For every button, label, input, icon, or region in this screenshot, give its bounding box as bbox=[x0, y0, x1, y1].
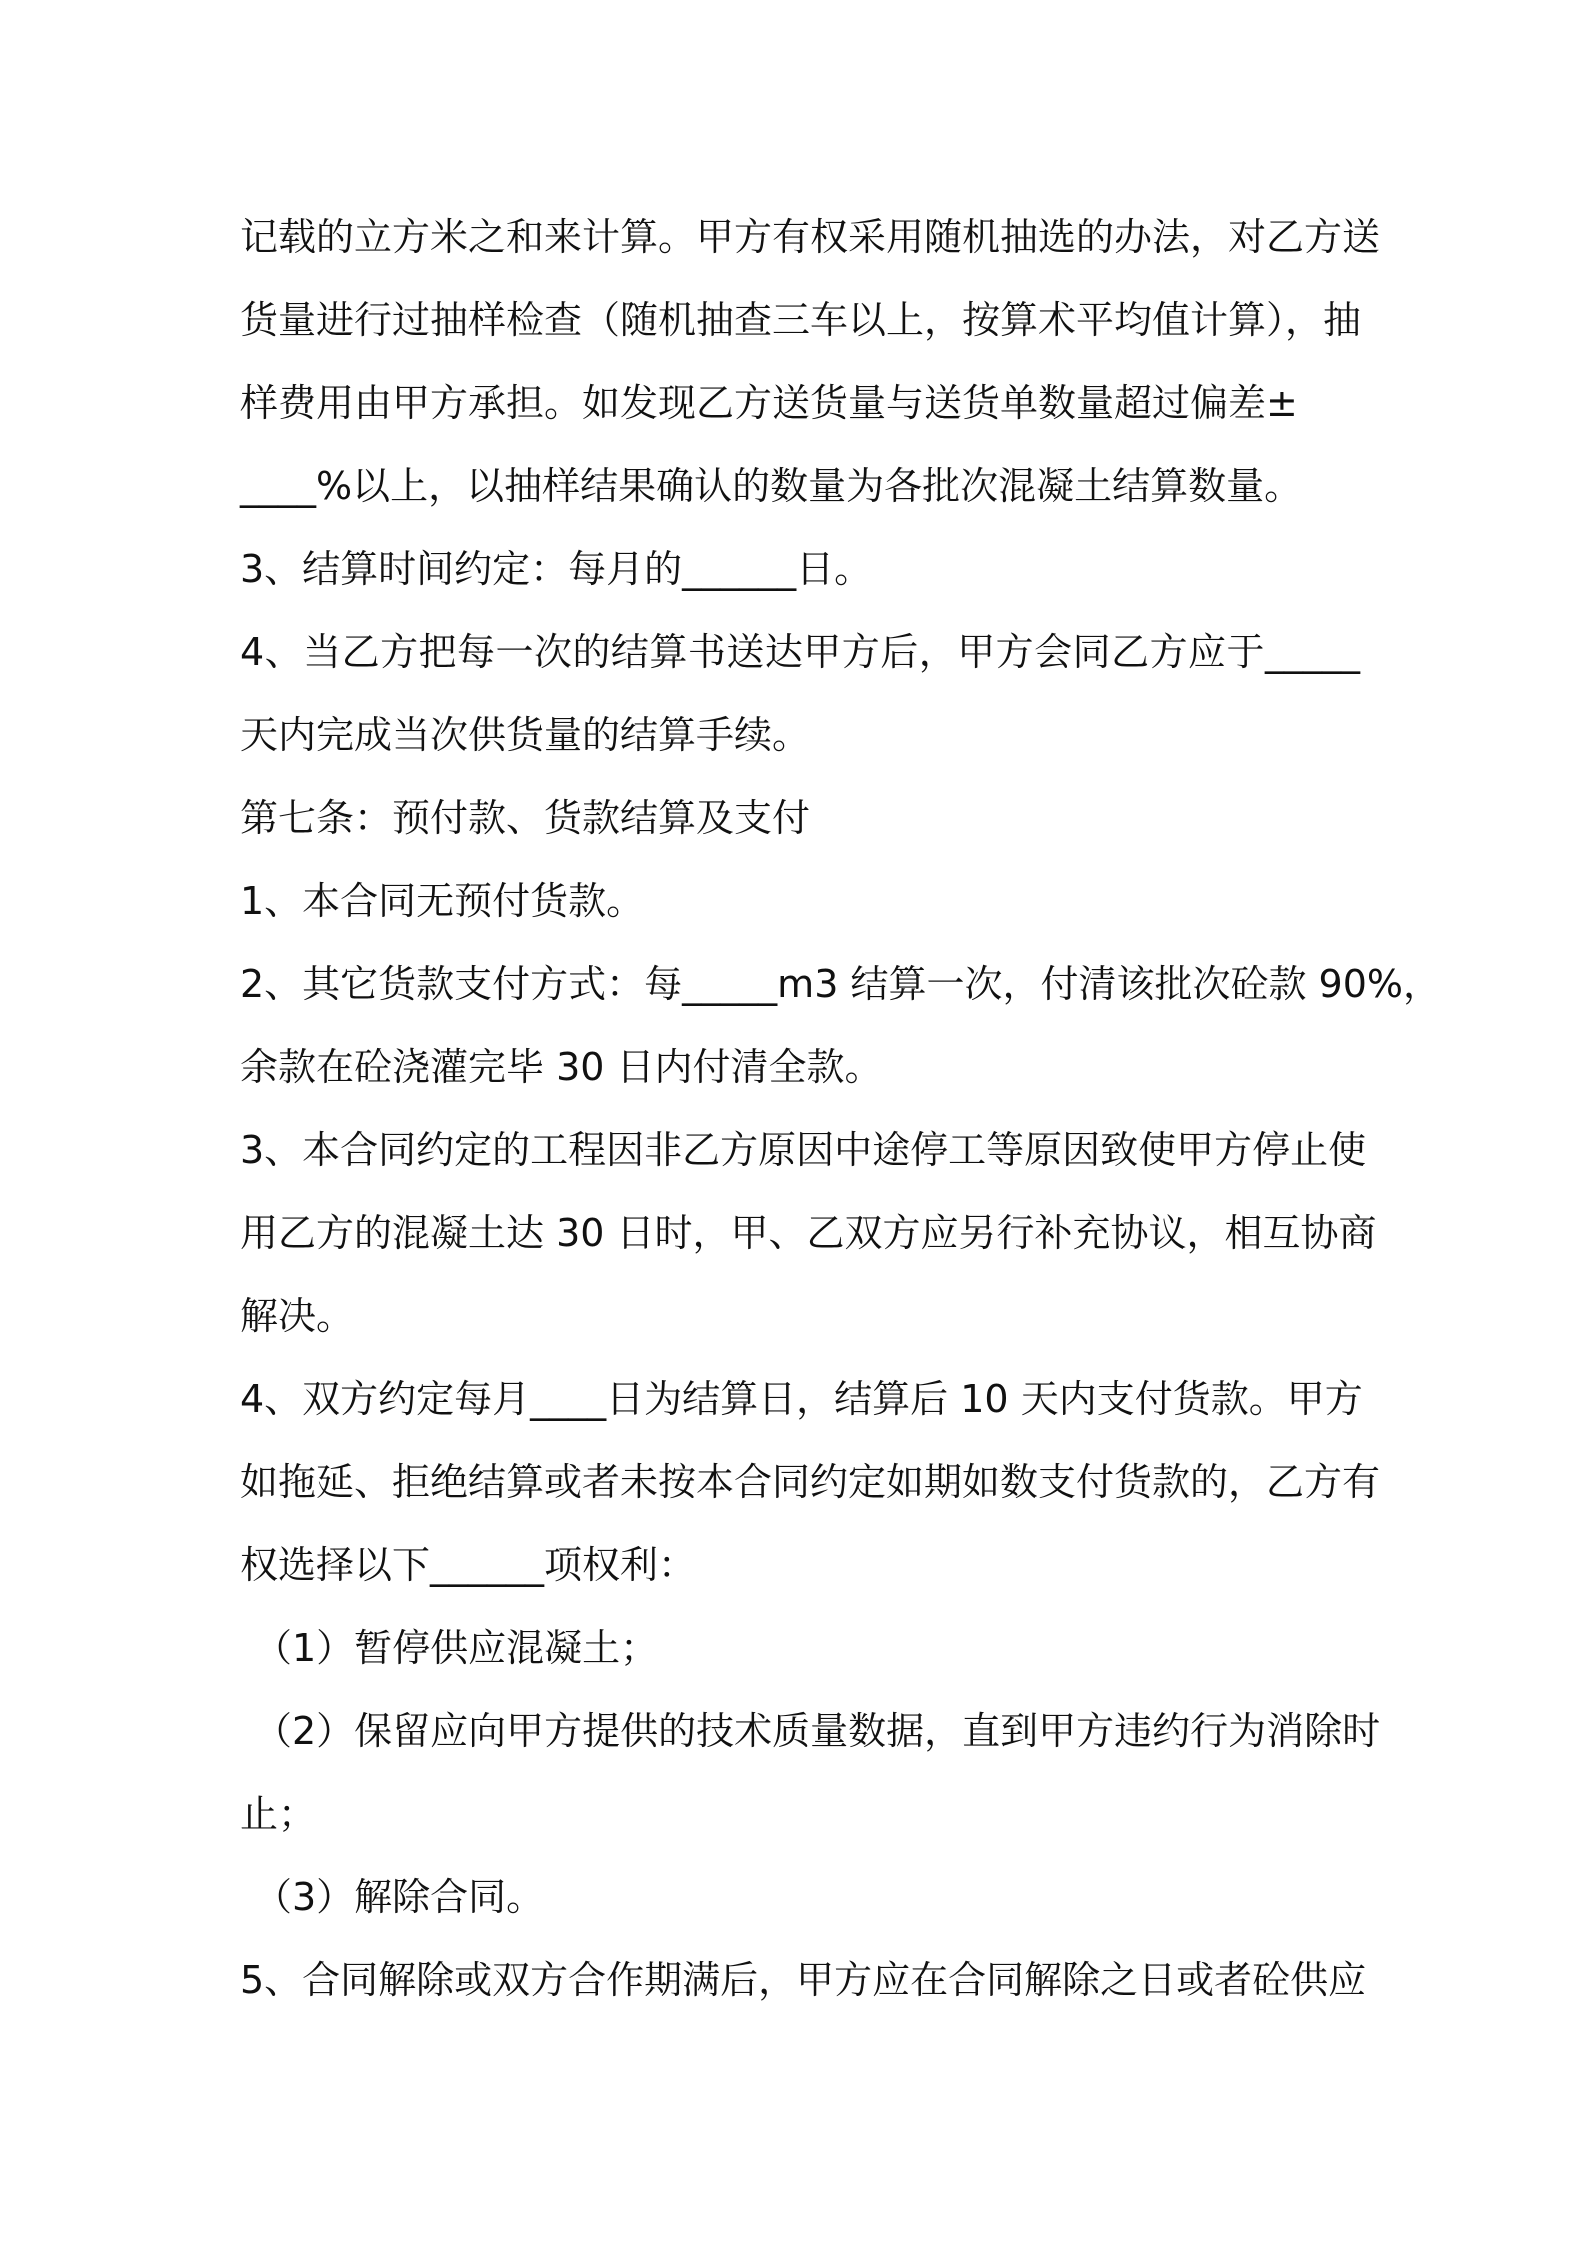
text-line-10: 2、其它货款支付方式：每_____m3 结算一次，付清该批次砼款 90%， bbox=[240, 962, 1441, 1006]
list-item-1: （1）暂停供应混凝土； bbox=[254, 1626, 659, 1670]
text-line-4: ____%以上，以抽样结果确认的数量为各批次混凝土结算数量。 bbox=[240, 464, 1303, 508]
text-line-16: 如拖延、拒绝结算或者未按本合同约定如期如数支付货款的，乙方有 bbox=[240, 1460, 1381, 1504]
text-line-14: 解决。 bbox=[240, 1294, 355, 1338]
list-item-3: （3）解除合同。 bbox=[254, 1875, 545, 1919]
list-item-2: （2）保留应向甲方提供的技术质量数据，直到甲方违约行为消除时 bbox=[254, 1709, 1381, 1753]
text-line-1: 记载的立方米之和来计算。甲方有权采用随机抽选的办法，对乙方送 bbox=[240, 215, 1381, 259]
text-line-7: 天内完成当次供货量的结算手续。 bbox=[240, 713, 811, 757]
text-line-13: 用乙方的混凝土达 30 日时，甲、乙双方应另行补充协议，相互协商 bbox=[240, 1211, 1377, 1255]
text-line-2: 货量进行过抽样检查（随机抽查三车以上，按算术平均值计算），抽 bbox=[240, 298, 1362, 342]
text-line-3: 样费用由甲方承担。如发现乙方送货量与送货单数量超过偏差± bbox=[240, 381, 1298, 425]
text-line-11: 余款在砼浇灌完毕 30 日内付清全款。 bbox=[240, 1045, 883, 1089]
list-item-2-continuation: 止； bbox=[240, 1792, 317, 1836]
text-line-15: 4、双方约定每月____日为结算日，结算后 10 天内支付货款。甲方 bbox=[240, 1377, 1363, 1421]
text-line-9: 1、本合同无预付货款。 bbox=[240, 879, 645, 923]
text-line-17: 权选择以下______项权利： bbox=[240, 1543, 697, 1587]
text-line-5: 3、结算时间约定：每月的______日。 bbox=[240, 547, 873, 591]
text-line-22: 5、合同解除或双方合作期满后，甲方应在合同解除之日或者砼供应 bbox=[240, 1958, 1367, 2002]
document-body bbox=[240, 196, 1441, 2022]
text-line-12: 3、本合同约定的工程因非乙方原因中途停工等原因致使甲方停止使 bbox=[240, 1128, 1367, 1172]
text-line-6: 4、当乙方把每一次的结算书送达甲方后，甲方会同乙方应于_____ bbox=[240, 630, 1360, 674]
section-heading: 第七条：预付款、货款结算及支付 bbox=[240, 796, 811, 840]
